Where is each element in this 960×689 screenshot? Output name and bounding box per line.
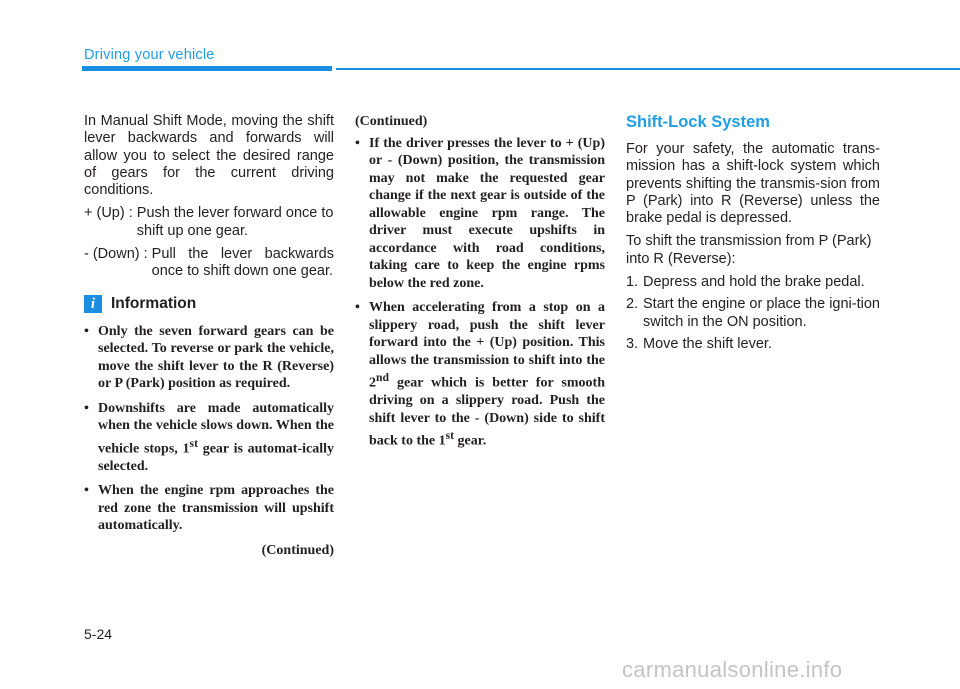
down-description: Pull the lever backwards once to shift down one gear.: [151, 246, 334, 280]
section-header: Driving your vehicle: [84, 47, 215, 63]
list-item: 2. Start the engine or place the igni-tion switch in the ON position.: [626, 296, 880, 330]
shift-instruction-paragraph: To shift the transmission from P (Park) into R (Reverse):: [626, 233, 872, 267]
header-accent-bar: [82, 66, 332, 71]
bullet: •: [84, 323, 89, 339]
bullet: •: [84, 400, 89, 416]
bullet: •: [84, 483, 89, 499]
watermark: carmanualsonline.info: [622, 657, 843, 682]
continued-list: [355, 135, 605, 451]
up-term: + (Up) :: [84, 205, 137, 222]
down-term: - (Down) :: [84, 246, 152, 263]
list-item: 1. Depress and hold the brake pedal.: [626, 274, 865, 291]
column-2: [355, 113, 605, 457]
steps-list: [626, 274, 880, 353]
list-item: • Downshifts are made automatically when the vehicle slows down. When the vehicle stops, 1st gear is automat-ically selected.: [84, 400, 334, 474]
list-item: • When accelerating from a stop on a slippery road, push the shift lever forward into the + (Up) position. This allows the transmission to shift into the 2nd gear which is better for smooth driving on a slippery road. Push the shift lever to the - (Down) side to shift back to the 1st gear.: [355, 300, 605, 449]
bullet: •: [355, 300, 360, 315]
list-item: • When the engine rpm approaches the red zone the transmission will upshift automatically.: [84, 483, 334, 534]
down-definition: [84, 246, 334, 281]
shift-lock-paragraph: For your safety, the automatic trans-mission has a shift-lock system which prevents shifting the transmis-sion from P (Park) into R (Reverse) unless the brake pedal is depressed.: [626, 141, 880, 227]
continued-label: (Continued): [261, 542, 334, 558]
column-1: [84, 113, 334, 559]
info-icon: i: [84, 295, 102, 313]
column-3: [626, 113, 880, 358]
page-number: 5-24: [84, 626, 113, 642]
intro-paragraph: In Manual Shift Mode, moving the shift lever backwards and forwards will allow you to select the desired range of gears for the current driving conditions.: [84, 113, 334, 199]
list-item: 3. Move the shift lever.: [626, 335, 772, 352]
information-list: [84, 323, 334, 535]
list-item: • Only the seven forward gears can be selected. To reverse or park the vehicle, move the shift lever to the R (Reverse) or P (Park) position as required.: [84, 323, 334, 392]
section-title: Shift-Lock System: [626, 113, 770, 131]
information-heading: [84, 295, 334, 313]
up-definition: [84, 205, 334, 240]
information-title: Information: [111, 294, 197, 312]
header-rule: [336, 68, 960, 70]
continued-label: (Continued): [355, 114, 428, 129]
bullet: •: [355, 135, 360, 151]
list-item: • If the driver presses the lever to + (Up) or - (Down) position, the transmission may not make the requested gear change if the next gear is outside of the allowable engine rpm range. The driver must execute upshifts in accordance with road conditions, taking care to keep the engine rpms below the red zone.: [355, 135, 605, 291]
up-description: Push the lever forward once to shift up one gear.: [136, 205, 334, 239]
